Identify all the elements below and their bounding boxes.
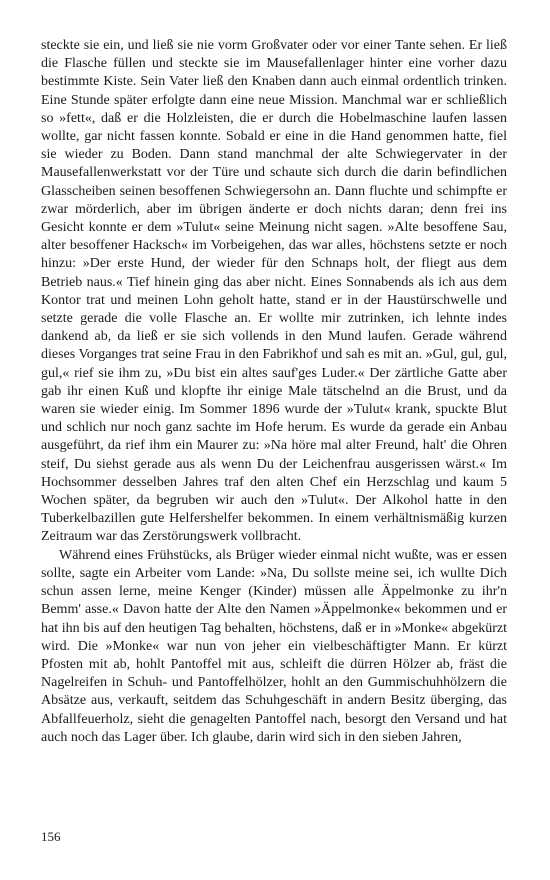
- body-text: [41, 37, 507, 747]
- paragraph-2: Während eines Frühstücks, als Brüger wieder einmal nicht wußte, was er essen sollte, sagte ein Arbeiter vom Lande: »Na, Du sollste meine sei, ich wullte Dich schun assen lerne, meine Kenger (Kinder) müssen alle Äppelmonke zu ihr'n Bemm' asse.« Davon hatte der Alte den Namen »Äppelmonke« bekommen und er hat ihn bis auf den heutigen Tag behalten, höchstens, daß er in »Monke« abgekürzt wird. Die »Monke« war nun von jeher ein vielbeschäftigter Mann. Er kürzt Pfosten mit ab, hohlt Pantoffel mit aus, schleift die dürren Hölzer ab, fräst die Nagelreifen in Schuh- und Pantoffelhölzer, hohlt an den Gummischuhhölzern die Absätze aus, verkauft, seitdem das Schuhgeschäft in andern Besitz überging, das Abfallfeuerholz, sieht die genagelten Pantoffel nach, besorgt den Versand und hat auch noch das Lager über. Ich glaube, darin wird sich in den sieben Jahren,: [41, 547, 507, 745]
- page-number: 156: [41, 829, 61, 844]
- paragraph-1: steckte sie ein, und ließ sie nie vorm Großvater oder vor einer Tante sehen. Er ließ die Flasche füllen und steckte sie im Mausefallenlager hinter eine vorher dazu bestimmte Kiste. Sein Vater ließ den Knaben dann auch einmal ordentlich trinken. Eine Stunde später erfolgte dann eine neue Mission. Manchmal war er schließlich so »fett«, daß er die Holzleisten, die er durch die Hobelmaschine laufen lassen wollte, gar nicht fassen konnte. Sobald er eine in die Hand genommen hatte, fiel sie wieder zu Boden. Dann stand manchmal der alte Schwiegervater in der Mausefallenwerkstatt vor der Türe und schaute sich durch die darin befindlichen Glasscheiben seinen besoffenen Schwiegersohn an. Dann fluchte und schimpfte er zwar mörderlich, aber im übrigen änderte er doch nichts daran; denn frei ins Gesicht konnte er dem »Tulut« seine Meinung nicht sagen. »Alte besoffene Sau, alter besoffener Hacksch« im Vorbeigehen, das war alles, höchstens setzte er noch hinzu: »Der erste Hund, der wieder für den Schnaps holt, der fliegt aus dem Betrieb naus.« Tief hinein ging das aber nicht. Eines Sonnabends als ich aus dem Kontor trat und meinen Lohn geholt hatte, stand er in der Haustürschwelle und setzte gerade die volle Flasche an. Er wollte mir zutrinken, ich lehnte indes dankend ab, da ließ er sie sich vollends in den Mund laufen. Gerade während dieses Vorganges trat seine Frau in den Fabrikhof und sah es mit an. »Gul, gul, gul, gul,« rief sie ihm zu, »Du bist ein altes sauf'ges Luder.« Der zärtliche Gatte aber gab ihr einen Kuß und klopfte ihr einige Male tätschelnd an die Brust, und da waren sie wieder einig. Im Sommer 1896 wurde der »Tulut« krank, spuckte Blut und schlich nur noch ganz sachte im Hofe herum. Es wurde da gerade ein Anbau ausgeführt, da rief ihm ein Maurer zu: »Na höre mal alter Freund, halt' die Ohren steif, Du siehst gerade aus als wenn Du der Leichenfrau ausgerissen wärst.« Im Hochsommer desselben Jahres traf den alten Chef ein Herzschlag und kaum 5 Wochen später, da begruben wir auch den »Tulut«. Der Alkohol hatte in den Tuberkelbazillen gute Helfershelfer bekommen. In einem verhältnismäßig kurzen Zeitraum war das Zerstörungswerk vollbracht.: [41, 38, 507, 545]
